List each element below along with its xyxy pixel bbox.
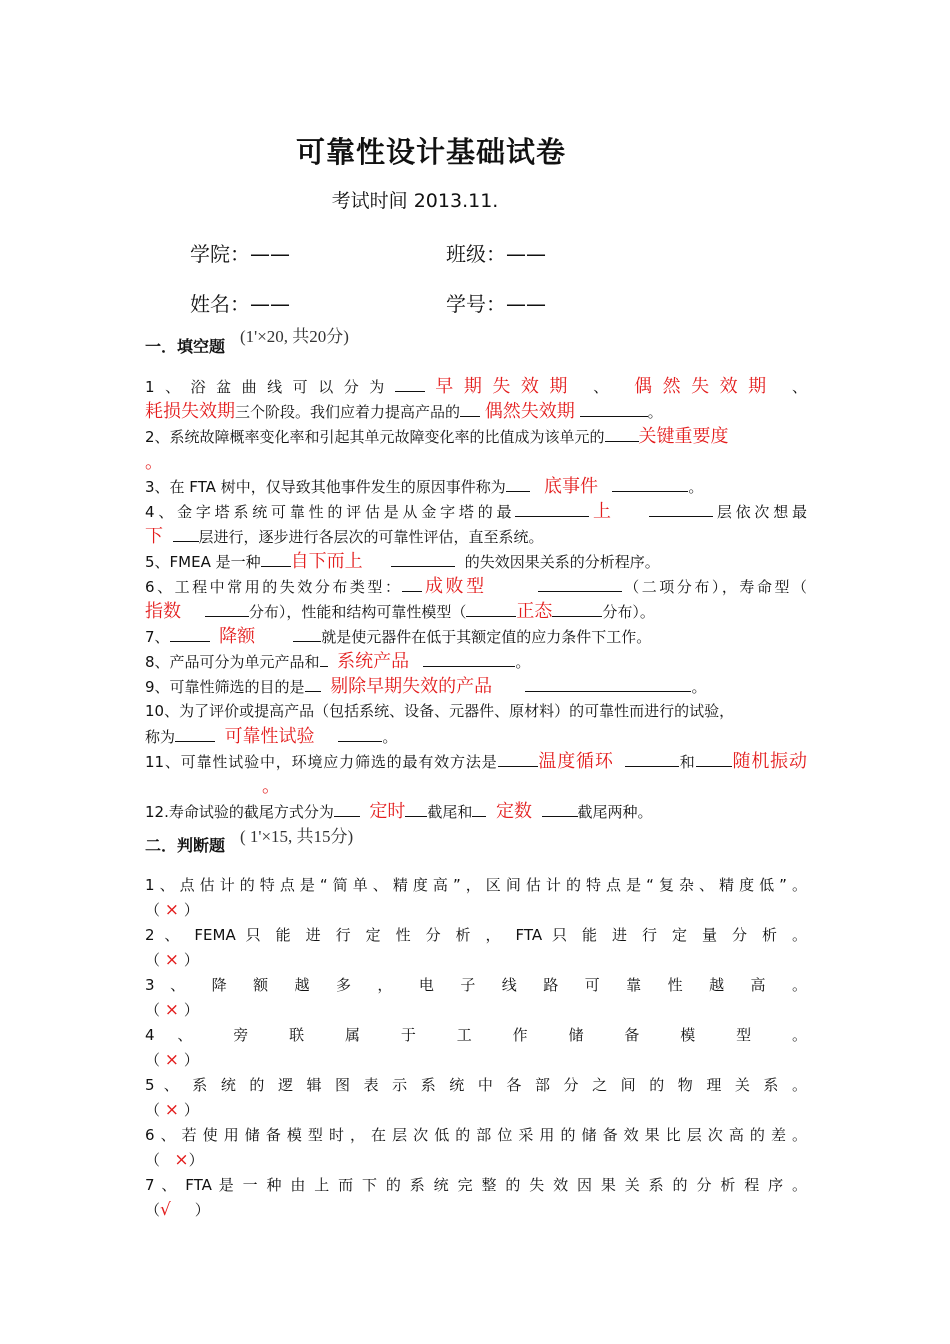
cross-mark-icon: × [174,1150,189,1170]
judge-item-1: 1、点估计的特点是“简单、精度高”，区间估计的特点是“复杂、精度低”。 [145,876,807,894]
question-6-line1: 6、工程中常用的失效分布类型： 成败型 （二项分布），寿命型（ [145,576,808,597]
question-11-line2: 。 [262,776,280,797]
exam-title: 可靠性设计基础试卷 [295,135,566,169]
question-6-line2: 指数 分布），性能和结构可靠性模型（ 正态 分布）。 [145,601,655,622]
student-id-field: 学号：—— [446,292,546,316]
judge-answer-6: （ ×） [145,1150,204,1170]
judge-item-4: 4 、 旁 联 属 于 工 作 储 备 模 型 。 [145,1026,807,1044]
class-field: 班级：—— [446,242,546,266]
section2-heading: 二．判断题 [145,836,226,855]
cross-mark-icon: × [164,1100,180,1120]
question-1-line2: 耗损失效期三个阶段。我们应着力提高产品的 偶然失效期 。 [145,401,663,422]
question-3: 3、在 FTA 树中，仅导致其他事件发生的原因事件称为 底事件 。 [145,476,704,497]
judge-answer-7: （√ ） [145,1200,210,1220]
question-10: 10、为了评价或提高产品（包括系统、设备、元器件、原材料）的可靠性而进行的试验， 称为 可靠性试验 。 [145,702,735,747]
question-7: 7、 降额 就是使元器件在低于其额定值的应力条件下工作。 [145,626,652,647]
judge-item-7: 7 、 FTA 是 一 种 由 上 而 下 的 系 统 完 整 的 失 效 因 果 关 系 的 分 析 程 序 。 [145,1176,807,1194]
judge-answer-3: （ × ） [145,1000,199,1020]
question-5: 5、FMEA 是一种 自下而上 的失效因果关系的分析程序。 [145,551,660,572]
judge-answer-4: （ × ） [145,1050,199,1070]
question-2: 2、系统故障概率变化率和引起其单元故障变化率的比值成为该单元的 关键重要度 。 [145,426,729,473]
question-4-line2: 下 层进行，逐步进行各层次的可靠性评估，直至系统。 [145,526,544,547]
question-8: 8、产品可分为单元产品和 系统产品 。 [145,651,531,672]
cross-mark-icon: × [164,900,180,920]
section1-heading: 一．填空题 [145,337,226,356]
judge-answer-1: （ × ） [145,900,199,920]
name-field: 姓名：—— [190,292,290,316]
judge-item-2: 2 、 FEMA 只 能 进 行 定 性 分 析 ， FTA 只 能 进 行 定 量 分 析 。 [145,926,807,944]
cross-mark-icon: × [164,1000,180,1020]
judge-answer-5: （ × ） [145,1100,199,1120]
cross-mark-icon: × [164,950,180,970]
section1-score: (1'×20, 共20分) [240,327,349,346]
question-9: 9、可靠性筛选的目的是 剔除早期失效的产品 。 [145,676,707,697]
judge-item-5: 5 、 系 统 的 逻 辑 图 表 示 系 统 中 各 部 分 之 间 的 物 理 关 系 。 [145,1076,807,1094]
question-1-line1: 1、浴盆曲线可以分为 早期失效期 、 偶然失效期 、 [145,376,807,397]
college-field: 学院：—— [190,242,290,266]
question-12: 12.寿命试验的截尾方式分为 定时 截尾和 定数 截尾两种。 [145,801,653,822]
check-mark-icon: √ [160,1200,171,1220]
question-4-line1: 4、金字塔系统可靠性的评估是从金字塔的最 上 层依次想最 [145,501,807,522]
judge-item-6: 6、若使用储备模型时，在层次低的部位采用的储备效果比层次高的差。 [145,1126,807,1144]
judge-item-3: 3 、 降 额 越 多 ， 电 子 线 路 可 靠 性 越 高 。 [145,976,807,994]
exam-time: 考试时间 2013.11. [331,190,499,212]
section2-score: ( 1'×15, 共15分) [240,827,354,846]
judge-answer-2: （ × ） [145,950,199,970]
question-11-line1: 11、可靠性试验中，环境应力筛选的最有效方法是 温度循环 和 随机振动 [145,751,808,772]
cross-mark-icon: × [164,1050,180,1070]
